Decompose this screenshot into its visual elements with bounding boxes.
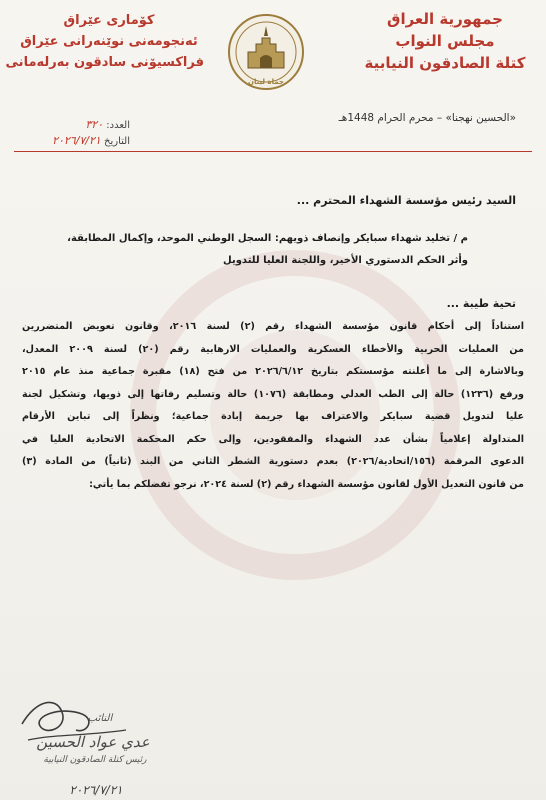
body-line: وبالاشارة إلى ما أعلنته مؤسستكم بتاريخ ٢٠٢٦/٦/١٢ من فتح (١٨) مقبرة جماعية منذ عام ٢٠١٥: [22, 366, 524, 377]
header-arabic: [360, 8, 530, 74]
header-parliament: مجلس النواب: [395, 32, 495, 50]
body-line: المتداولة إعلامياً بشأن عدد الشهداء والمفقودين، وإلى حكم المحكمة الاتحادية العليا في: [22, 433, 524, 445]
subject-block: [67, 228, 468, 272]
body-line: ورفع (١٢٣٦) حالة إلى الطب العدلي ومطابقة (١٠٧٦) حالة وتسليم رفاتها إلى ذويها، وتشكيل لجنة: [22, 388, 524, 400]
subject-line: م / تخليد شهداء سبايكر وإنصاف ذويهم: السجل الوطني الموحد، وإكمال المطابقة،: [67, 233, 468, 244]
greeting: تحية طيبة ...: [446, 297, 516, 310]
reference-number-value: ٣٢٠: [85, 118, 104, 131]
reference-block: [20, 118, 130, 150]
body-line: الدعوى المرقمة (١٥٦/اتحادية/٢٠٢٦) بعدم دستورية الشطر الثاني من البند (ثانياً) من المادة (٣): [22, 456, 524, 467]
body-line: استناداً إلى أحكام قانون مؤسسة الشهداء رقم (٢) لسنة ٢٠١٦، وقانون تعويض المتضررين: [22, 321, 524, 332]
reference-date-row: [20, 134, 130, 150]
signature-date: ٢٠٢٦/٧/٢١: [69, 783, 123, 797]
reference-date-label: التاريخ: [104, 136, 130, 147]
body-line: من قانون التعديل الأول لقانون مؤسسة الشهداء رقم (٢) لسنة ٢٠٢٤، نرجو تفضلكم بما يأتي:: [89, 478, 524, 490]
reference-number-label: العدد:: [106, 120, 130, 131]
header-country: جمهورية العراق: [387, 10, 503, 28]
header-kurdish: [5, 10, 204, 73]
body-line: من العمليات الحربية والأخطاء العسكرية والعمليات الارهابية رقم (٢٠) لسنة ٢٠٠٩ المعدل،: [22, 343, 524, 355]
reference-number-row: [20, 118, 130, 134]
body-line: عليا لتدويل قضية سبايكر والاعتراف بها جريمة إبادة جماعية؛ ونظراً إلى تباين الأرقام: [22, 411, 524, 422]
reference-date-value: ٢٠٢٦/٧/٢١: [52, 134, 101, 147]
signature-title: النائب: [87, 713, 113, 724]
header-parliament-ku: ئەنجومەنی نوێنەرانی عێراق: [20, 34, 198, 49]
addressee: السيد رئيس مؤسسة الشهداء المحترم ...: [296, 194, 516, 207]
motto-line: «الحسين نهجنا» – محرم الحرام 1448هـ: [338, 112, 516, 124]
header-country-ku: كۆماری عێراق: [63, 13, 155, 28]
header-bloc: كتلة الصادقون النيابية: [364, 54, 526, 72]
letter-body: [22, 316, 524, 496]
header-bloc-ku: فراكسیۆنی سادقون بەرلەمانی: [5, 55, 204, 70]
subject-line: وأثر الحكم الدستوري الأخير، واللجنة العليا للتدويل: [223, 255, 468, 266]
emblem-caption: حماة لبنان: [248, 78, 284, 86]
signatory-role: رئيس كتلة الصادقون النيابية: [43, 755, 147, 765]
signatory-name: عدي عواد الحسين: [36, 733, 150, 751]
header-divider: [14, 151, 532, 152]
